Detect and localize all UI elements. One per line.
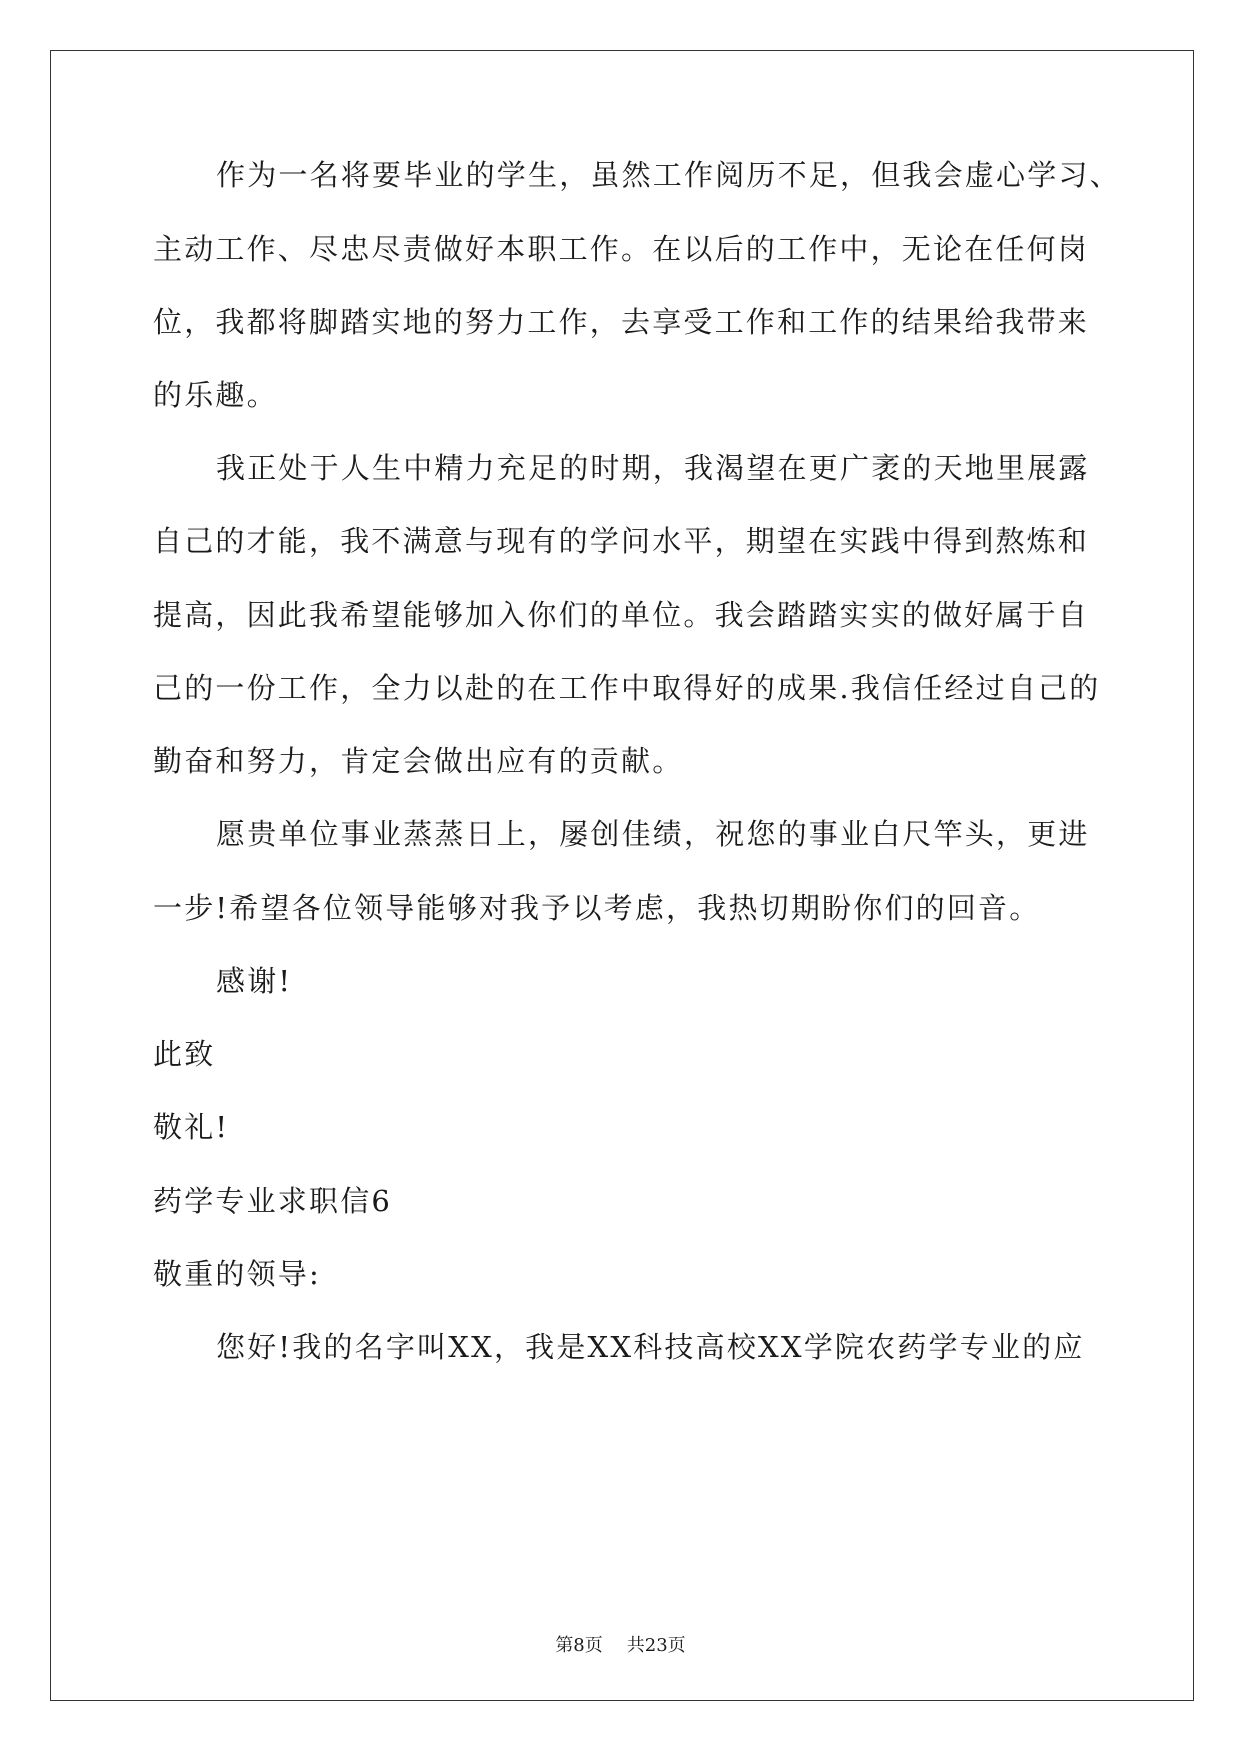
paragraph-line: 勤奋和努力，肯定会做出应有的贡献。 xyxy=(153,744,684,778)
page-footer xyxy=(0,1634,1241,1658)
section-heading: 药学专业求职信6 xyxy=(153,1184,393,1218)
paragraph-line: 主动工作、尽忠尽责做好本职工作。在以后的工作中，无论在任何岗 xyxy=(153,232,1090,266)
page-total: 共23页 xyxy=(626,1635,686,1656)
paragraph-line: 自己的才能，我不满意与现有的学问水平，期望在实践中得到熬炼和 xyxy=(153,524,1090,558)
paragraph-line: 愿贵单位事业蒸蒸日上，屡创佳绩，祝您的事业白尺竿头，更进 xyxy=(216,817,1090,851)
paragraph-line: 己的一份工作，全力以赴的在工作中取得好的成果.我信任经过自己的 xyxy=(153,671,1101,705)
paragraph-line: 感谢! xyxy=(216,964,293,998)
paragraph-line: 您好!我的名字叫XX，我是XX科技高校XX学院农药学专业的应 xyxy=(216,1330,1085,1364)
closing-line: 敬礼! xyxy=(153,1110,230,1144)
salutation-line: 敬重的领导: xyxy=(153,1257,321,1291)
paragraph-line: 位，我都将脚踏实地的努力工作，去享受工作和工作的结果给我带来 xyxy=(153,305,1090,339)
closing-line: 此致 xyxy=(153,1037,216,1071)
paragraph-line: 提高，因此我希望能够加入你们的单位。我会踏踏实实的做好属于自 xyxy=(153,598,1090,632)
paragraph-line: 的乐趣。 xyxy=(153,378,278,412)
paragraph-line: 作为一名将要毕业的学生，虽然工作阅历不足，但我会虚心学习、 xyxy=(216,158,1121,192)
page-border xyxy=(50,50,1194,1701)
paragraph-line: 一步!希望各位领导能够对我予以考虑，我热切期盼你们的回音。 xyxy=(153,891,1041,925)
page-number: 第8页 xyxy=(555,1635,603,1656)
paragraph-line: 我正处于人生中精力充足的时期，我渴望在更广袤的天地里展露 xyxy=(216,451,1090,485)
